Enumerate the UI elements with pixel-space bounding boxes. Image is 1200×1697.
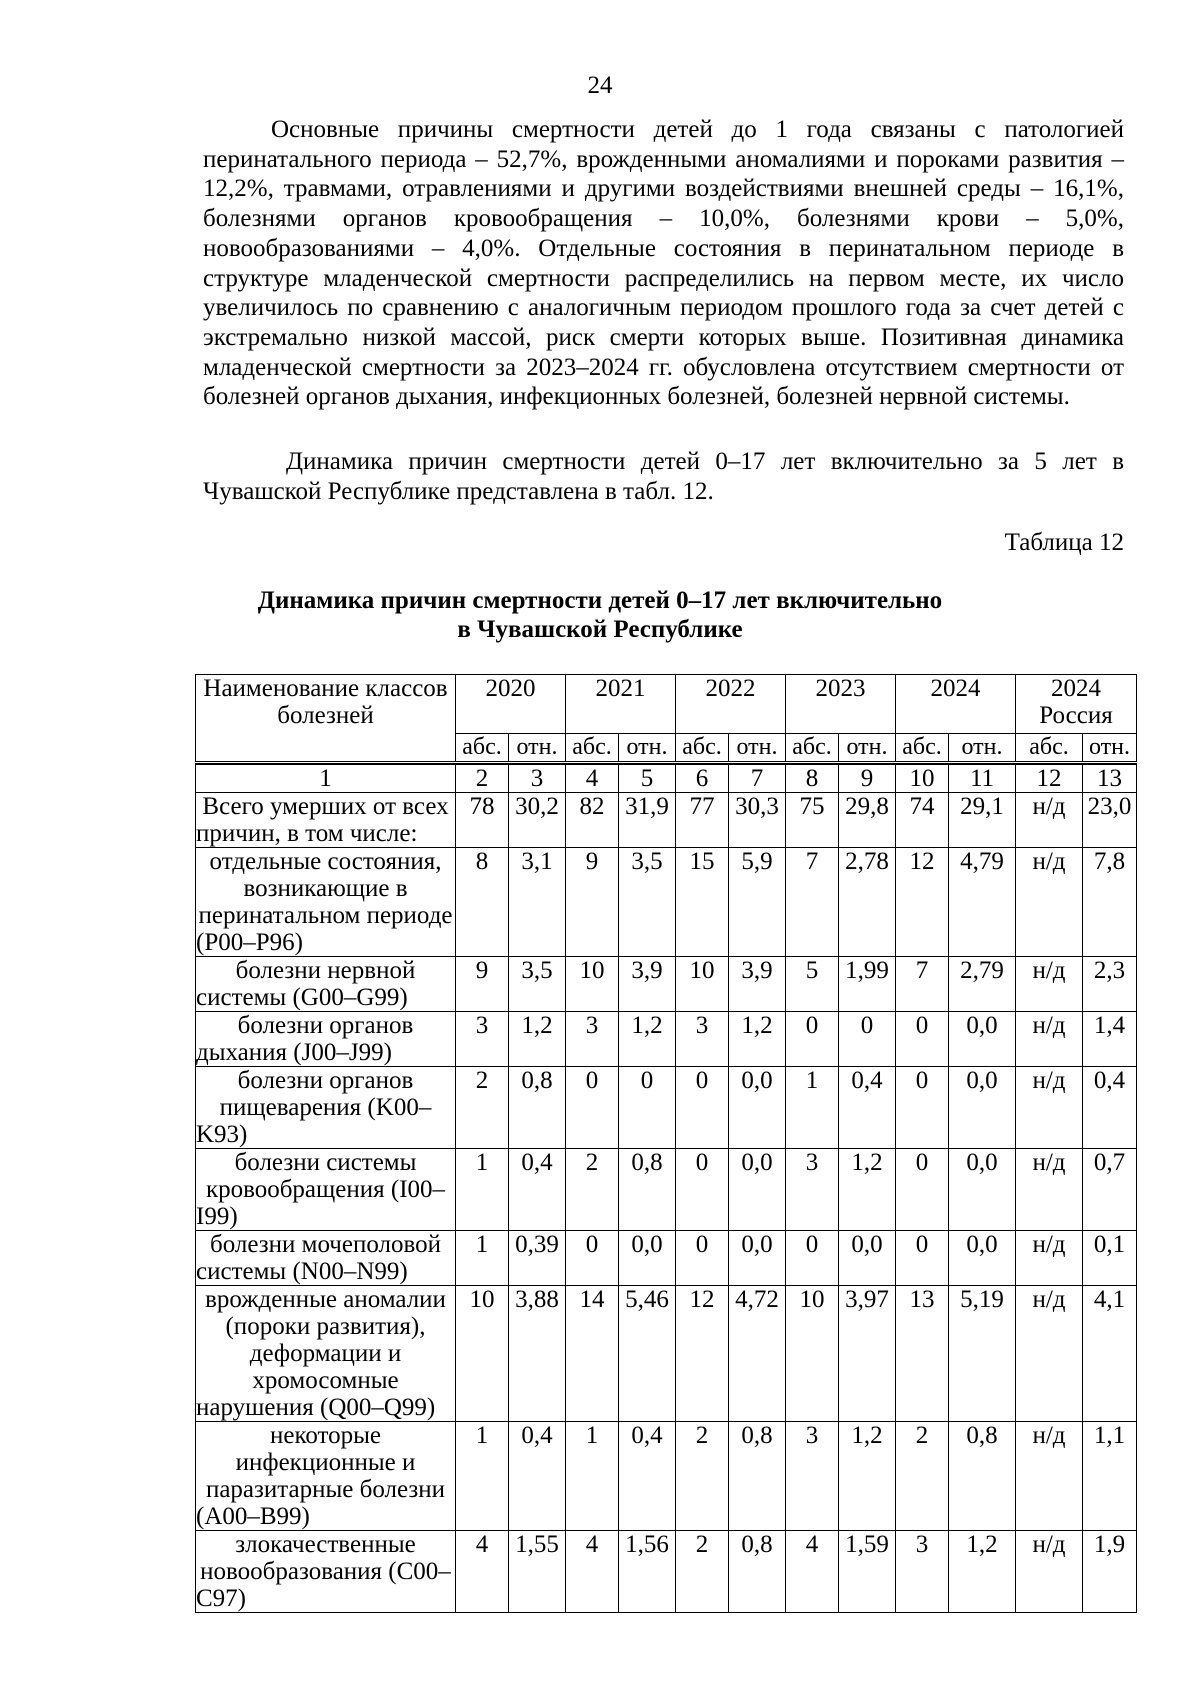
paragraph-infant-mortality: Основные причины смертности детей до 1 года связаны с патологией перинатального периода – 52,7%, врожденными аномалиями и пороками развития – 12,2%, травмами, отравлениями и другими воздействиями внешней среды – 16,1%, болезнями органов кровообращения – 10,0%, болезнями крови – 5,0%, новообразованиями – 4,0%. Отдельные состояния в перинатальном периоде в структуре младенческой смертности распределились на первом месте, их число увеличилось по сравнению с аналогичным периодом прошлого года за счет детей с экстремально низкой массой, риск смерти которых выше. Позитивная динамика младенческой смертности за 2023–2024 гг. обусловлена отсутствием смертности от болезней органов дыхания, инфекционных болезней, болезней нервной системы. xyxy=(203,116,1124,411)
table-cell: 12 xyxy=(676,1286,729,1422)
year-header: 2021 xyxy=(566,675,676,734)
table-cell: 0 xyxy=(676,1149,729,1231)
table-cell: н/д xyxy=(1016,1422,1083,1531)
table-cell: 3 xyxy=(676,1012,729,1067)
table-cell: н/д xyxy=(1016,957,1083,1012)
disease-class-name: болезни мочеполовой системы (N00–N99) xyxy=(196,1231,456,1286)
column-number: 11 xyxy=(949,765,1016,793)
table-cell: 12 xyxy=(896,848,949,957)
table-cell: н/д xyxy=(1016,793,1083,848)
table-cell: н/д xyxy=(1016,848,1083,957)
table-cell: 0,0 xyxy=(729,1067,786,1149)
table-cell: 9 xyxy=(566,848,619,957)
column-number: 7 xyxy=(729,765,786,793)
table-cell: 3 xyxy=(786,1149,839,1231)
table-cell: 0 xyxy=(619,1067,676,1149)
table-cell: 4,79 xyxy=(949,848,1016,957)
abs-header: абс. xyxy=(1016,734,1083,763)
column-number: 8 xyxy=(786,765,839,793)
table-cell: 3,9 xyxy=(729,957,786,1012)
table-cell: 5,19 xyxy=(949,1286,1016,1422)
abs-header: абс. xyxy=(566,734,619,763)
column-number: 10 xyxy=(896,765,949,793)
table-cell: 3,1 xyxy=(509,848,566,957)
table-cell: 0,4 xyxy=(509,1149,566,1231)
table-title xyxy=(0,586,1200,644)
table-cell: 3 xyxy=(566,1012,619,1067)
table-cell: 2 xyxy=(566,1149,619,1231)
rel-header: отн. xyxy=(839,734,896,763)
table-cell: 0,0 xyxy=(619,1231,676,1286)
table-cell: 0,4 xyxy=(509,1422,566,1531)
disease-class-name: злокачественные новообразования (C00–C97) xyxy=(196,1531,456,1613)
disease-class-name: Всего умерших от всех причин, в том числе: xyxy=(196,793,456,848)
table-cell: 0 xyxy=(839,1012,896,1067)
abs-header: абс. xyxy=(896,734,949,763)
table-cell: 7 xyxy=(896,957,949,1012)
year-header: 2022 xyxy=(676,675,786,734)
table-cell: 3,88 xyxy=(509,1286,566,1422)
table-row xyxy=(196,1231,1137,1286)
table-cell: 3,5 xyxy=(619,848,676,957)
table-row xyxy=(196,1286,1137,1422)
table-cell: 0 xyxy=(676,1067,729,1149)
column-number: 5 xyxy=(619,765,676,793)
table-cell: 3 xyxy=(456,1012,509,1067)
table-row xyxy=(196,1067,1137,1149)
table-cell: 0,8 xyxy=(509,1067,566,1149)
table-cell: 0,4 xyxy=(839,1067,896,1149)
table-cell: 2,78 xyxy=(839,848,896,957)
mortality-table xyxy=(195,674,1137,1613)
table-cell: 0 xyxy=(566,1067,619,1149)
column-number: 12 xyxy=(1016,765,1083,793)
table-cell: 1,55 xyxy=(509,1531,566,1613)
table-cell: 2 xyxy=(456,1067,509,1149)
rel-header: отн. xyxy=(619,734,676,763)
disease-class-name: врожденные аномалии (пороки развития), деформации и хромосомные нарушения (Q00–Q99) xyxy=(196,1286,456,1422)
table-cell: 0 xyxy=(896,1231,949,1286)
table-cell: 7,8 xyxy=(1083,848,1137,957)
table-cell: 3,5 xyxy=(509,957,566,1012)
table-cell: 1,59 xyxy=(839,1531,896,1613)
table-cell: 7 xyxy=(786,848,839,957)
table-cell: 30,3 xyxy=(729,793,786,848)
header-row-years xyxy=(196,675,1137,734)
table-cell: 0 xyxy=(896,1012,949,1067)
russia-year: 2024 xyxy=(1051,675,1101,702)
table-cell: н/д xyxy=(1016,1067,1083,1149)
table-cell: 3 xyxy=(786,1422,839,1531)
table-cell: 0,0 xyxy=(729,1231,786,1286)
table-cell: 1,2 xyxy=(729,1012,786,1067)
table-cell: 77 xyxy=(676,793,729,848)
table-cell: 0,0 xyxy=(729,1149,786,1231)
rel-header: отн. xyxy=(729,734,786,763)
table-cell: н/д xyxy=(1016,1231,1083,1286)
table-cell: 3 xyxy=(896,1531,949,1613)
rel-header: отн. xyxy=(509,734,566,763)
table-cell: 0,8 xyxy=(729,1531,786,1613)
table-cell: 0 xyxy=(896,1149,949,1231)
table-cell: 10 xyxy=(456,1286,509,1422)
table-cell: 0 xyxy=(676,1231,729,1286)
table-row xyxy=(196,957,1137,1012)
table-cell: 1,2 xyxy=(839,1422,896,1531)
column-number: 9 xyxy=(839,765,896,793)
russia-header xyxy=(1016,675,1137,734)
column-number: 6 xyxy=(676,765,729,793)
table-cell: 1,2 xyxy=(839,1149,896,1231)
page-number: 24 xyxy=(587,72,613,99)
column-number: 2 xyxy=(456,765,509,793)
rel-header: отн. xyxy=(1083,734,1137,763)
year-header: 2024 xyxy=(896,675,1016,734)
table-cell: 4 xyxy=(566,1531,619,1613)
table-cell: 10 xyxy=(566,957,619,1012)
table-cell: 13 xyxy=(896,1286,949,1422)
table-cell: 8 xyxy=(456,848,509,957)
disease-class-name: болезни органов дыхания (J00–J99) xyxy=(196,1012,456,1067)
table-cell: 5,9 xyxy=(729,848,786,957)
table-cell: 1,56 xyxy=(619,1531,676,1613)
table-row xyxy=(196,1531,1137,1613)
table-cell: 0,8 xyxy=(619,1149,676,1231)
table-cell: 2 xyxy=(676,1422,729,1531)
table-cell: 82 xyxy=(566,793,619,848)
abs-header: абс. xyxy=(456,734,509,763)
russia-label: Россия xyxy=(1039,702,1113,729)
table-cell: 0,0 xyxy=(949,1012,1016,1067)
table-cell: 4 xyxy=(456,1531,509,1613)
table-cell: 29,8 xyxy=(839,793,896,848)
table-cell: 1,2 xyxy=(509,1012,566,1067)
table-cell: 2,3 xyxy=(1083,957,1137,1012)
table-cell: 0,4 xyxy=(1083,1067,1137,1149)
table-cell: 10 xyxy=(786,1286,839,1422)
table-row xyxy=(196,1012,1137,1067)
table-cell: 5 xyxy=(786,957,839,1012)
table-cell: 0,4 xyxy=(619,1422,676,1531)
table-cell: 1 xyxy=(456,1422,509,1531)
column-number-row xyxy=(196,765,1137,793)
table-cell: 0,0 xyxy=(949,1149,1016,1231)
table-row xyxy=(196,1149,1137,1231)
table-cell: 1,99 xyxy=(839,957,896,1012)
table-title-line-2: в Чувашской Республике xyxy=(457,616,743,643)
table-cell: 1,2 xyxy=(949,1531,1016,1613)
year-header: 2020 xyxy=(456,675,566,734)
table-cell: 0,0 xyxy=(949,1067,1016,1149)
table-cell: 10 xyxy=(676,957,729,1012)
table-cell: 1,4 xyxy=(1083,1012,1137,1067)
table-cell: 0,1 xyxy=(1083,1231,1137,1286)
table-cell: 1 xyxy=(786,1067,839,1149)
table-cell: 0 xyxy=(786,1012,839,1067)
rel-header: отн. xyxy=(949,734,1016,763)
table-cell: 9 xyxy=(456,957,509,1012)
table-cell: 1 xyxy=(566,1422,619,1531)
table-cell: 0,8 xyxy=(949,1422,1016,1531)
table-cell: 74 xyxy=(896,793,949,848)
table-cell: 1 xyxy=(456,1231,509,1286)
column-number: 1 xyxy=(196,765,456,793)
table-cell: 14 xyxy=(566,1286,619,1422)
table-row xyxy=(196,848,1137,957)
table-title-line-1: Динамика причин смертности детей 0–17 лет включительно xyxy=(257,587,943,614)
table-cell: 0 xyxy=(786,1231,839,1286)
table-cell: 0 xyxy=(566,1231,619,1286)
table-cell: 0,0 xyxy=(949,1231,1016,1286)
table-row xyxy=(196,793,1137,848)
column-number: 4 xyxy=(566,765,619,793)
abs-header: абс. xyxy=(786,734,839,763)
table-row xyxy=(196,1422,1137,1531)
table-cell: 3,97 xyxy=(839,1286,896,1422)
table-cell: 1,1 xyxy=(1083,1422,1137,1531)
year-header: 2023 xyxy=(786,675,896,734)
table-cell: 2 xyxy=(896,1422,949,1531)
table-cell: 75 xyxy=(786,793,839,848)
table-cell: 5,46 xyxy=(619,1286,676,1422)
table-cell: 31,9 xyxy=(619,793,676,848)
table-cell: 2 xyxy=(676,1531,729,1613)
disease-class-name: болезни органов пищеварения (K00–K93) xyxy=(196,1067,456,1149)
abs-header: абс. xyxy=(676,734,729,763)
table-cell: 29,1 xyxy=(949,793,1016,848)
table-cell: н/д xyxy=(1016,1286,1083,1422)
disease-class-name: болезни системы кровообращения (I00–I99) xyxy=(196,1149,456,1231)
column-number: 3 xyxy=(509,765,566,793)
table-cell: н/д xyxy=(1016,1149,1083,1231)
table-caption: Таблица 12 xyxy=(1004,529,1124,556)
disease-class-name: отдельные состояния, возникающие в перинатальном периоде (P00–P96) xyxy=(196,848,456,957)
table-cell: 0,8 xyxy=(729,1422,786,1531)
name-column-header: Наименование классов болезней xyxy=(196,675,456,763)
table-cell: 0 xyxy=(896,1067,949,1149)
table-cell: 3,9 xyxy=(619,957,676,1012)
table-cell: 0,7 xyxy=(1083,1149,1137,1231)
table-cell: 2,79 xyxy=(949,957,1016,1012)
table-cell: 15 xyxy=(676,848,729,957)
table-cell: 23,0 xyxy=(1083,793,1137,848)
table-cell: 4,1 xyxy=(1083,1286,1137,1422)
disease-class-name: некоторые инфекционные и паразитарные болезни (A00–B99) xyxy=(196,1422,456,1531)
table-cell: 78 xyxy=(456,793,509,848)
table-cell: н/д xyxy=(1016,1012,1083,1067)
table-cell: 1,2 xyxy=(619,1012,676,1067)
table-cell: н/д xyxy=(1016,1531,1083,1613)
table-cell: 0,39 xyxy=(509,1231,566,1286)
paragraph-table-intro: Динамика причин смертности детей 0–17 лет включительно за 5 лет в Чувашской Республике представлена в табл. 12. xyxy=(203,448,1124,505)
table-cell: 30,2 xyxy=(509,793,566,848)
disease-class-name: болезни нервной системы (G00–G99) xyxy=(196,957,456,1012)
table-cell: 4,72 xyxy=(729,1286,786,1422)
table-cell: 4 xyxy=(786,1531,839,1613)
column-number: 13 xyxy=(1083,765,1137,793)
table-cell: 1,9 xyxy=(1083,1531,1137,1613)
table-cell: 1 xyxy=(456,1149,509,1231)
table-cell: 0,0 xyxy=(839,1231,896,1286)
